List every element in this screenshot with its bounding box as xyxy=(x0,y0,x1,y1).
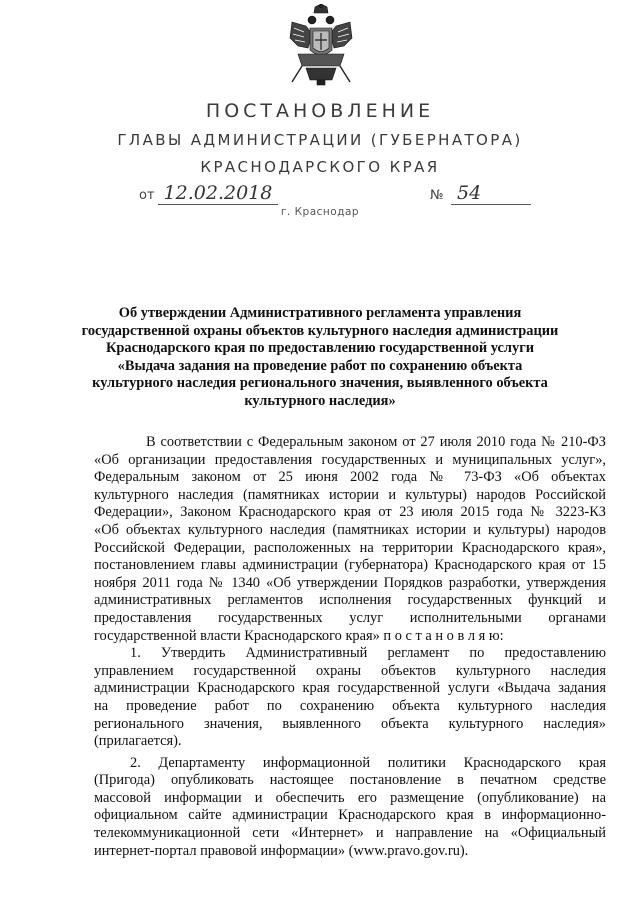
body-line: массовой информации и обеспечить его размещение (опубликование) на xyxy=(94,789,606,806)
issuer-heading-line-1: ГЛАВЫ АДМИНИСТРАЦИИ (ГУБЕРНАТОРА) xyxy=(117,131,523,149)
body-line: постановлением главы администрации (губернатора) Краснодарского края от 15 xyxy=(94,557,606,574)
title-line: культурного наследия» xyxy=(244,392,396,409)
body-line: официальном сайте администрации Краснодарского края в информационно- xyxy=(94,807,606,824)
date-prefix: от xyxy=(139,188,155,203)
body-line: телекоммуникационной сети «Интернет» и направление на «Официальный xyxy=(94,825,606,842)
body-line: государственной власти Краснодарского края» п о с т а н о в л я ю: xyxy=(94,627,504,644)
body-line: администрации Краснодарского края государственной услуги «Выдача задания xyxy=(94,680,606,697)
number-prefix: № xyxy=(430,188,444,203)
body-line: Федерации», Законом Краснодарского края от 23 июля 2015 года № 3223-КЗ xyxy=(94,504,606,521)
body-line: управлением государственной охраны объектов культурного наследия xyxy=(94,662,606,679)
body-line: В соответствии с Федеральным законом от 27 июля 2010 года № 210-ФЗ xyxy=(146,434,606,450)
body-line: (Пригода) опубликовать настоящее постановление в печатном средстве xyxy=(94,772,606,789)
body-line: Федеральным законом от 25 июня 2002 года № 73-ФЗ «Об объектах xyxy=(94,469,606,486)
city-label: г. Краснодар xyxy=(280,206,360,218)
date-number-row xyxy=(0,184,640,208)
body-line: культурного наследия (памятниках истории и культуры) народов Российской xyxy=(94,486,606,503)
document-title xyxy=(80,305,560,411)
body-line: ноября 2011 года № 1340 «Об утверждении Порядков разработки, утверждения xyxy=(94,574,606,591)
document-date: 12.02.2018 xyxy=(158,182,278,205)
body-line: 2. Департаменту информационной политики Краснодарского края xyxy=(130,754,606,771)
title-line: Об утверждении Административного регламента управления xyxy=(118,305,522,321)
issuer-heading-line-2: КРАСНОДАРСКОГО КРАЯ xyxy=(200,158,440,176)
document-body xyxy=(94,434,606,860)
document-type-heading: ПОСТАНОВЛЕНИЕ xyxy=(205,100,435,122)
title-line: «Выдача задания на проведение работ по сохранению объекта xyxy=(117,357,523,374)
document-number: 54 xyxy=(451,182,531,205)
body-line: административных регламентов исполнения государственных функций и xyxy=(94,592,606,609)
title-line: Краснодарского края по предоставлению государственной услуги xyxy=(105,340,535,357)
body-line: Российской Федерации, расположенных на территории Краснодарского края», xyxy=(94,539,606,556)
body-line: регионального значения, выявленного объекта культурного наследия» xyxy=(94,715,606,732)
coat-of-arms-emblem xyxy=(284,4,358,86)
title-line: государственной охраны объектов культурного наследия администрации xyxy=(81,322,559,339)
body-line: «Об объектах культурного наследия (памятниках истории и культуры) народов xyxy=(94,521,606,538)
title-line: культурного наследия регионального значения, выявленного объекта xyxy=(92,375,548,392)
body-line: «Об организации предоставления государственных и муниципальных услуг», xyxy=(94,451,606,468)
body-line: предоставления государственных услуг исполнительными органами xyxy=(94,609,606,626)
body-line: 1. Утвердить Административный регламент по предоставлению xyxy=(130,645,606,662)
body-line: (прилагается). xyxy=(94,733,182,750)
body-line: интернет-портал правовой информации» (www.pravo.gov.ru). xyxy=(94,842,469,859)
body-line: на проведение работ по сохранению объекта культурного наследия xyxy=(94,697,606,714)
